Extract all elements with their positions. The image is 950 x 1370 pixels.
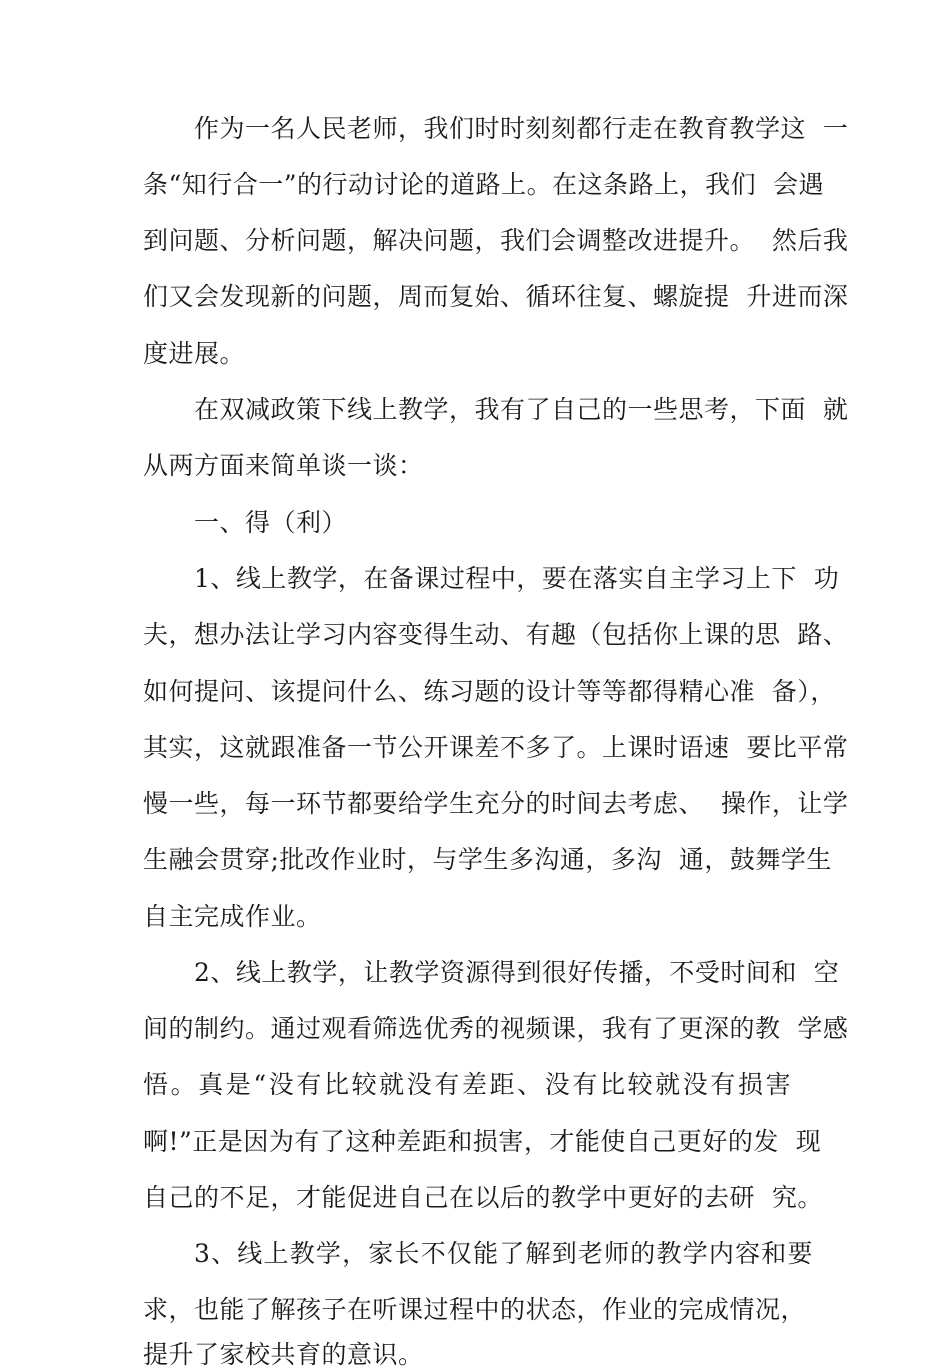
item-1-line-2: 夫，想办法让学习内容变得生动、有趣（包括你上课的思 路、 <box>143 620 849 649</box>
item-3-line-3: 提升了家校共育的意识。 <box>143 1340 424 1369</box>
item-2-line-3: 悟。真是“没有比较就没有差距、没有比较就没有损害 <box>143 1070 794 1099</box>
item-2-line-5: 自己的不足，才能促进自己在以后的教学中更好的去研 究。 <box>143 1183 823 1212</box>
item-2-line-1: 2、线上教学，让教学资源得到很好传播，不受时间和 空 <box>194 958 840 987</box>
item-1-line-5: 慢一些，每一环节都要给学生充分的时间去考虑、 操作，让学 <box>143 789 849 818</box>
paragraph-1-line-3: 到问题、分析问题，解决问题，我们会调整改进提升。 然后我 <box>143 226 849 255</box>
item-1-line-1: 1、线上教学，在备课过程中，要在落实自主学习上下 功 <box>194 564 840 593</box>
paragraph-2-line-2: 从两方面来简单谈一谈： <box>143 451 424 480</box>
item-1-line-4: 其实，这就跟准备一节公开课差不多了。上课时语速 要比平常 <box>143 733 849 762</box>
paragraph-1-line-1: 作为一名人民老师，我们时时刻刻都行走在教育教学这 一 <box>194 114 849 143</box>
paragraph-1-line-4: 们又会发现新的问题，周而复始、循环往复、螺旋提 升进而深 <box>143 282 849 311</box>
item-3-line-1: 3、线上教学，家长不仅能了解到老师的教学内容和要 <box>194 1239 814 1268</box>
paragraph-2-line-1: 在双减政策下线上教学，我有了自己的一些思考，下面 就 <box>194 395 849 424</box>
item-2-line-4: 啊!”正是因为有了这种差距和损害，才能使自己更好的发 现 <box>143 1127 822 1156</box>
item-3-line-2: 求，也能了解孩子在听课过程中的状态，作业的完成情况， <box>143 1295 807 1324</box>
paragraph-1-line-2: 条“知行合一”的行动讨论的道路上。在这条路上，我们 会遇 <box>143 170 824 199</box>
paragraph-1-line-5: 度进展。 <box>143 339 246 368</box>
item-2-line-2: 间的制约。通过观看筛选优秀的视频课，我有了更深的教 学感 <box>143 1014 849 1043</box>
section-heading: 一、得（利） <box>194 508 348 537</box>
item-1-line-3: 如何提问、该提问什么、练习题的设计等等都得精心准 备）， <box>143 677 836 706</box>
item-1-line-6: 生融会贯穿;批改作业时，与学生多沟通，多沟 通，鼓舞学生 <box>143 845 832 874</box>
item-1-line-7: 自主完成作业。 <box>143 902 322 931</box>
